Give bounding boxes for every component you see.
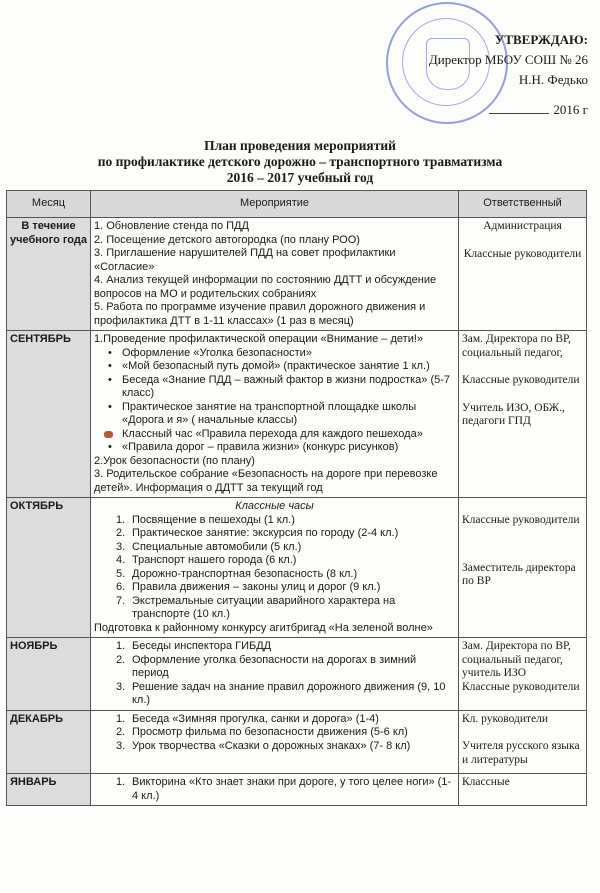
responsible-item: Администрация <box>483 220 562 232</box>
responsible-item: Заместитель директора по ВР <box>462 561 576 587</box>
table-row <box>7 638 587 711</box>
header-month: Месяц <box>7 191 91 218</box>
list-item: 1. Посвящение в пешеходы (1 кл.) <box>116 513 295 526</box>
list-item: 1. Обновление стенда по ПДД <box>94 220 249 232</box>
list-item: 1. Беседа «Зимняя прогулка, санки и дорога» (1-4) <box>116 712 379 725</box>
numbered-list <box>94 776 455 803</box>
event-cell <box>91 710 459 774</box>
responsible-item: Зам. Директора по ВР, социальный педагог, учитель ИЗО <box>462 640 571 679</box>
list-item: • «Правила дорог – правила жизни» (конкурс рисунков) <box>122 441 455 455</box>
bullet-list <box>94 347 455 455</box>
responsible-item: Классные руководители <box>463 247 582 260</box>
list-item: 1.Проведение профилактической операции «Внимание – дети!» <box>94 333 424 345</box>
numbered-list <box>94 713 455 754</box>
responsible-item: Зам. Директора по ВР, социальный педагог, <box>462 333 571 359</box>
responsible-item: Классные руководители <box>462 680 580 693</box>
table-row <box>7 710 587 774</box>
month-cell: НОЯБРЬ <box>7 638 91 711</box>
document-title <box>0 138 600 186</box>
list-item: 3. Родительское собрание «Безопасность на дороге при перевозке детей». Информация о ДДТТ за текущий год <box>94 468 438 494</box>
table-row <box>7 218 587 331</box>
list-item: 2.Урок безопасности (по плану) <box>94 454 255 467</box>
list-item: Подготовка к районному конкурсу агитбригад «На зеленой волне» <box>94 621 433 634</box>
table-row <box>7 331 587 498</box>
month-cell: В течение учебного года <box>7 218 91 331</box>
responsible-cell <box>459 774 587 806</box>
numbered-list <box>94 640 455 708</box>
list-item: • Оформление «Уголка безопасности» <box>122 347 455 361</box>
responsible-cell <box>459 331 587 498</box>
list-item: 3. Приглашение нарушителей ПДД на совет профилактики «Согласие» <box>94 247 396 273</box>
approval-director: Директор МБОУ СОШ № 26 <box>428 52 588 67</box>
responsible-cell <box>459 218 587 331</box>
list-item: • «Мой безопасный путь домой» (практическое занятие 1 кл.) <box>122 360 455 374</box>
month-cell: ЯНВАРЬ <box>7 774 91 806</box>
signature-line <box>489 113 549 114</box>
list-item: 2. Оформление уголка безопасности на дорогах в зимний период <box>116 653 417 679</box>
list-item: Классный час «Правила перехода для каждого пешехода» <box>122 428 455 442</box>
list-item: 2. Просмотр фильма по безопасности движения (5-6 кл) <box>116 726 408 738</box>
month-cell: СЕНТЯБРЬ <box>7 331 91 498</box>
event-cell <box>91 331 459 498</box>
responsible-item: Классные руководители <box>462 374 580 386</box>
list-item: 5. Дорожно-транспортная безопасность (8 кл.) <box>116 567 358 580</box>
header-responsible: Ответственный <box>459 191 587 218</box>
table-row <box>7 774 587 806</box>
responsible-cell <box>459 710 587 774</box>
responsible-item: Кл. руководители <box>462 712 549 725</box>
month-cell: ДЕКАБРЬ <box>7 710 91 774</box>
responsible-item: Учителя русского языка и литературы <box>462 740 580 766</box>
event-cell <box>91 498 459 638</box>
responsible-cell <box>459 498 587 638</box>
approval-date: 2016 г <box>553 102 588 117</box>
event-cell <box>91 638 459 711</box>
month-cell: ОКТЯБРЬ <box>7 498 91 638</box>
table-header-row <box>7 191 587 218</box>
title-line-3: 2016 – 2017 учебный год <box>226 170 374 185</box>
responsible-item: Классные <box>462 776 510 788</box>
list-item: 7. Экстремальные ситуации аварийного характера на транспорте (10 кл.) <box>116 594 396 620</box>
event-cell <box>91 218 459 331</box>
event-cell <box>91 774 459 806</box>
title-line-2: по профилактике детского дорожно – транспортного травматизма <box>97 154 503 169</box>
responsible-item: Учитель ИЗО, ОБЖ., педагоги ГПД <box>462 401 565 427</box>
title-line-1: План проведения мероприятий <box>204 138 396 153</box>
table-row <box>7 498 587 638</box>
list-item: • Беседа «Знание ПДД – важный фактор в жизни подростка» (5-7 класс) <box>122 374 455 401</box>
approval-header: УТВЕРЖДАЮ: <box>494 32 588 47</box>
plan-table <box>6 190 587 806</box>
list-item: 2. Посещение детского автогородка (по плану РОО) <box>94 233 360 246</box>
responsible-item: Классные руководители <box>462 514 580 526</box>
list-item: 3. Урок творчества «Сказки о дорожных знаках» (7- 8 кл) <box>116 739 411 752</box>
list-item: 3. Специальные автомобили (5 кл.) <box>116 540 302 553</box>
section-heading: Классные часы <box>235 500 314 512</box>
list-item: 6. Правила движения – законы улиц и дорог (9 кл.) <box>116 581 381 593</box>
header-event: Мероприятие <box>91 191 459 218</box>
list-item: 1. Беседы инспектора ГИБДД <box>116 640 272 652</box>
numbered-list <box>94 514 455 622</box>
list-item: • Практическое занятие на транспортной площадке школы «Дорога и я» ( начальные классы) <box>122 401 455 428</box>
list-item: 4. Транспорт нашего города (6 кл.) <box>116 554 297 566</box>
list-item: 5. Работа по программе изучение правил дорожного движения и профилактика ДТТ в 1-11 классах» (1 раз в месяц) <box>94 301 426 327</box>
list-item: 1. Викторина «Кто знает знаки при дороге, у того целее ноги» (1-4 кл.) <box>116 776 452 802</box>
list-item: 3. Решение задач на знание правил дорожного движения (9, 10 кл.) <box>116 680 446 706</box>
list-item: 2. Практическое занятие: экскурсия по городу (2-4 кл.) <box>116 527 399 539</box>
responsible-cell <box>459 638 587 711</box>
approval-name: Н.Н. Федько <box>518 72 588 87</box>
approval-block <box>429 30 588 120</box>
list-item: 4. Анализ текущей информации по состоянию ДДТТ и обсуждение вопросов на МО и родительских собраниях <box>94 274 437 300</box>
